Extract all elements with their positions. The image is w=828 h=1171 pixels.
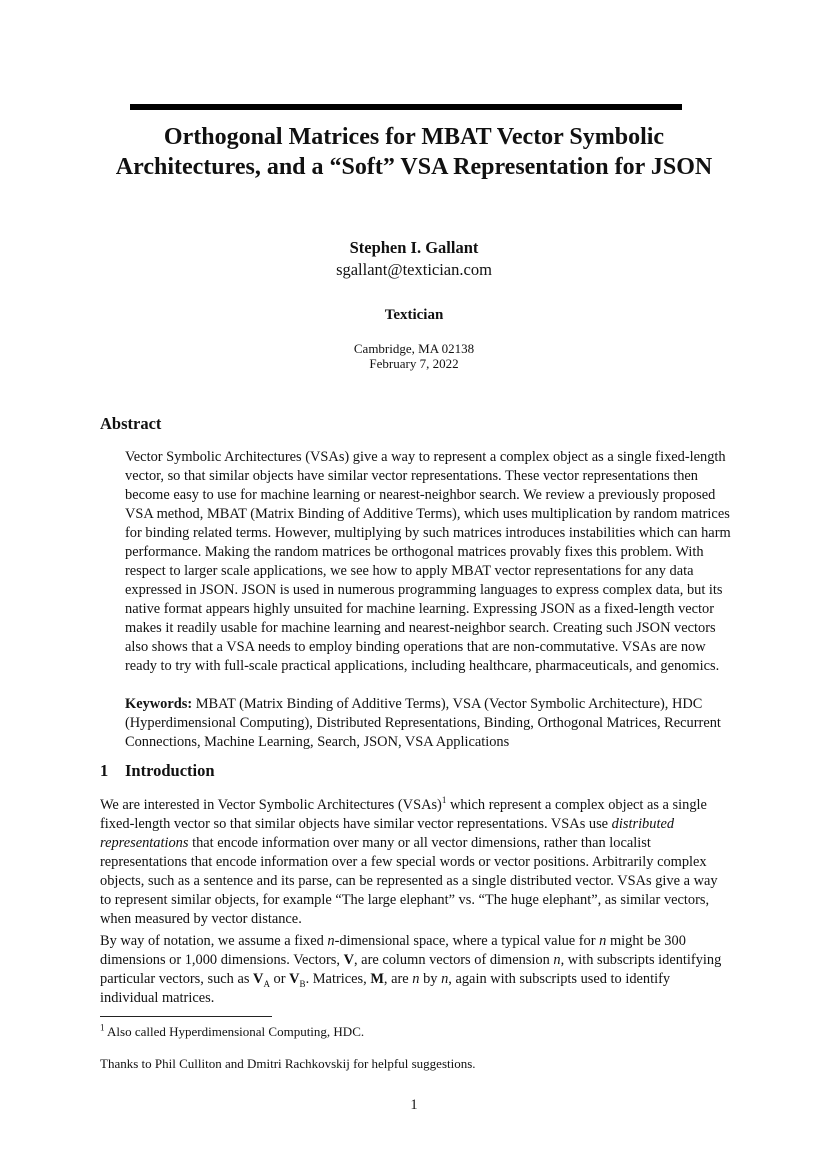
intro-paragraph-2	[100, 932, 728, 1008]
acknowledgement: Thanks to Phil Culliton and Dmitri Rachkovskij for helpful suggestions.	[100, 1056, 476, 1071]
location: Cambridge, MA 02138	[353, 341, 475, 356]
math-vector: V	[343, 952, 354, 968]
text-run: might be 300 dimensions or 1,000 dimensions. Vectors,	[100, 933, 686, 968]
keywords-text: MBAT (Matrix Binding of Additive Terms), VSA (Vector Symbolic Architecture), HDC (Hyperdimensional Computing), Distributed Representations, Binding, Orthogonal Matrices, Recurrent Connections, Machine Learning, Search, JSON, VSA Applications	[125, 696, 721, 750]
section-heading	[100, 761, 215, 781]
abstract-heading: Abstract	[100, 414, 162, 433]
text-run: which represent a complex object as a single fixed-length vector so that similar objects have similar vector representations. VSAs use	[100, 797, 707, 832]
affiliation: Textician	[384, 307, 444, 323]
title-rule	[130, 104, 682, 110]
paper-title	[60, 122, 768, 182]
math-n: n	[441, 971, 449, 987]
text-run: , are	[383, 971, 413, 987]
text-run: or	[269, 971, 290, 987]
title-line-2: Architectures, and a “Soft” VSA Representation for JSON	[115, 154, 713, 180]
footnote-rule	[100, 1016, 272, 1017]
math-n: n	[327, 933, 335, 949]
title-line-1: Orthogonal Matrices for MBAT Vector Symbolic	[163, 124, 665, 150]
footnote	[100, 1024, 364, 1040]
text-run: , with subscripts identifying particular vectors, such as	[100, 952, 722, 987]
footnote-text: Also called Hyperdimensional Computing, HDC.	[104, 1024, 365, 1039]
author-email: sgallant@textician.com	[336, 260, 492, 279]
emphasis: distributed representations	[100, 816, 675, 851]
section-title: Introduction	[125, 761, 215, 780]
location-date	[0, 341, 828, 371]
text-run: , again with subscripts used to identify individual matrices.	[100, 971, 671, 1006]
footnote-marker: 1	[441, 795, 447, 806]
date: February 7, 2022	[369, 356, 459, 371]
page-number: 1	[410, 1097, 418, 1113]
keywords	[125, 695, 735, 752]
math-matrix: M	[370, 971, 384, 987]
text-run: by	[419, 971, 442, 987]
text-run: . Matrices,	[305, 971, 371, 987]
author-name: Stephen I. Gallant	[349, 238, 479, 257]
math-vector: V	[253, 971, 264, 987]
math-n: n	[553, 952, 561, 968]
math-n: n	[599, 933, 607, 949]
abstract-text: Vector Symbolic Architectures (VSAs) give a way to represent a complex object as a single fixed-length vector, so that similar objects have similar vector representations. These vector representations then become easy to use for machine learning or nearest-neighbor search. We review a previously proposed VSA method, MBAT (Matrix Binding of Additive Terms), which uses multiplication by random matrices for binding related terms. However, multiplying by such matrices introduces instabilities which can harm performance. Making the random matrices be orthogonal matrices provably fixes this problem. With respect to larger scale applications, we see how to apply MBAT vector representations for any data expressed in JSON. JSON is used in numerous programming languages to express complex data, but its native format appears highly unsuited for machine learning. Expressing JSON as a fixed-length vector makes it readily usable for machine learning and nearest-neighbor search. Creating such JSON vectors also shows that a VSA needs to employ binding operations that are non-commutative. VSAs are now ready to try with full-scale practical applications, including healthcare, pharmaceuticals, and genomics.	[125, 449, 731, 674]
keywords-label: Keywords:	[125, 696, 193, 712]
math-n: n	[412, 971, 420, 987]
intro-paragraph-1	[100, 796, 728, 929]
text-run: -dimensional space, where a typical value for	[334, 933, 600, 949]
text-run: that encode information over many or all vector dimensions, rather than localist representations that encode information over a few special words or vector positions. Arbitrarily complex objects, such as a sentence and its parse, can be represented as a single distributed vector. VSAs give a way to represent similar objects, for example “The large elephant” vs. “The huge elephant”, as similar vectors, when measured by vector distance.	[100, 835, 718, 927]
footnote-mark: 1	[100, 1022, 105, 1033]
math-vector: V	[289, 971, 300, 987]
text-run: , are column vectors of dimension	[353, 952, 554, 968]
text-run: By way of notation, we assume a fixed	[100, 933, 328, 949]
subscript: A	[263, 978, 270, 989]
text-run: We are interested in Vector Symbolic Architectures (VSAs)	[100, 797, 442, 813]
section-number: 1	[100, 761, 109, 780]
subscript: B	[299, 978, 306, 989]
